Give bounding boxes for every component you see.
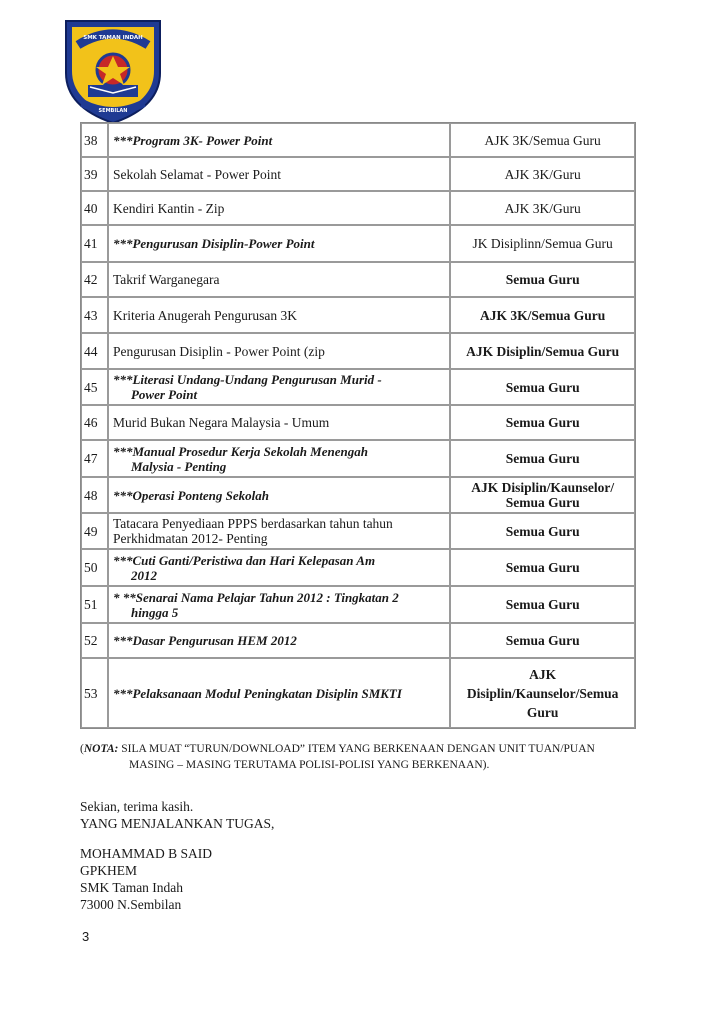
row-number: 38 bbox=[81, 123, 108, 157]
table-row bbox=[81, 369, 635, 405]
table-row bbox=[81, 549, 635, 586]
row-number: 53 bbox=[81, 658, 108, 728]
item-target: JK Disiplinn/Semua Guru bbox=[450, 225, 635, 262]
item-title[interactable]: * **Senarai Nama Pelajar Tahun 2012 : Tingkatan 2 hingga 5 bbox=[108, 586, 450, 623]
item-target: AJK 3K/Guru bbox=[450, 157, 635, 191]
item-title[interactable]: Sekolah Selamat - Power Point bbox=[108, 157, 450, 191]
note-line-2: MASING – MASING TERUTAMA POLISI-POLISI YANG BERKENAAN). bbox=[129, 759, 490, 771]
signer-name: MOHAMMAD B SAID bbox=[80, 846, 213, 861]
row-number: 46 bbox=[81, 405, 108, 440]
closing-block bbox=[80, 798, 274, 832]
item-title[interactable]: ***Cuti Ganti/Peristiwa dan Hari Kelepasan Am 2012 bbox=[108, 549, 450, 586]
item-target: AJK Disiplin/Semua Guru bbox=[450, 333, 635, 369]
item-target: AJK Disiplin/Kaunselor/Semua Guru bbox=[450, 658, 635, 728]
item-title[interactable]: ***Program 3K- Power Point bbox=[108, 123, 450, 157]
item-target: Semua Guru bbox=[450, 405, 635, 440]
row-number: 52 bbox=[81, 623, 108, 658]
download-items-table bbox=[80, 122, 636, 729]
item-title[interactable]: ***Pengurusan Disiplin-Power Point bbox=[108, 225, 450, 262]
row-number: 43 bbox=[81, 297, 108, 333]
table-row bbox=[81, 586, 635, 623]
item-target: Semua Guru bbox=[450, 440, 635, 477]
row-number: 51 bbox=[81, 586, 108, 623]
table-row bbox=[81, 477, 635, 513]
item-target: Semua Guru bbox=[450, 586, 635, 623]
row-number: 47 bbox=[81, 440, 108, 477]
row-number: 39 bbox=[81, 157, 108, 191]
svg-text:SEMBILAN: SEMBILAN bbox=[98, 108, 128, 114]
item-title[interactable]: Kriteria Anugerah Pengurusan 3K bbox=[108, 297, 450, 333]
table-row bbox=[81, 225, 635, 262]
row-number: 40 bbox=[81, 191, 108, 225]
page-number: 3 bbox=[82, 929, 90, 944]
row-number: 48 bbox=[81, 477, 108, 513]
table-row bbox=[81, 297, 635, 333]
item-title[interactable]: ***Pelaksanaan Modul Peningkatan Disiplin SMKTI bbox=[108, 658, 450, 728]
signer-school: SMK Taman Indah bbox=[80, 880, 184, 895]
table-row bbox=[81, 262, 635, 297]
item-target: Semua Guru bbox=[450, 549, 635, 586]
item-target: Semua Guru bbox=[450, 513, 635, 549]
signer-role: GPKHEM bbox=[80, 863, 138, 878]
table-row bbox=[81, 513, 635, 549]
item-target: AJK Disiplin/Kaunselor/ Semua Guru bbox=[450, 477, 635, 513]
closing-line: Sekian, terima kasih. bbox=[80, 799, 194, 814]
closing-line: YANG MENJALANKAN TUGAS, bbox=[80, 816, 275, 831]
note-paragraph: (NOTA: SILA MUAT “TURUN/DOWNLOAD” ITEM YANG BERKENAAN DENGAN UNIT TUAN/PUAN MASING – MASING TERUTAMA POLISI-POLISI YANG BERKENAAN). bbox=[80, 741, 680, 773]
item-title[interactable]: Kendiri Kantin - Zip bbox=[108, 191, 450, 225]
table-row bbox=[81, 440, 635, 477]
row-number: 49 bbox=[81, 513, 108, 549]
school-crest-logo bbox=[58, 15, 168, 127]
table-row bbox=[81, 191, 635, 225]
item-target: AJK 3K/Semua Guru bbox=[450, 297, 635, 333]
item-title[interactable]: ***Dasar Pengurusan HEM 2012 bbox=[108, 623, 450, 658]
note-line-1: SILA MUAT “TURUN/DOWNLOAD” ITEM YANG BERKENAAN DENGAN UNIT TUAN/PUAN bbox=[118, 743, 595, 755]
signer-address: 73000 N.Sembilan bbox=[80, 897, 182, 912]
item-target: AJK 3K/Semua Guru bbox=[450, 123, 635, 157]
table-row bbox=[81, 658, 635, 728]
item-title[interactable]: ***Literasi Undang-Undang Pengurusan Murid - Power Point bbox=[108, 369, 450, 405]
item-title[interactable]: ***Operasi Ponteng Sekolah bbox=[108, 477, 450, 513]
row-number: 44 bbox=[81, 333, 108, 369]
item-title[interactable]: Murid Bukan Negara Malaysia - Umum bbox=[108, 405, 450, 440]
item-title[interactable]: Takrif Warganegara bbox=[108, 262, 450, 297]
item-target: Semua Guru bbox=[450, 262, 635, 297]
item-title[interactable]: Pengurusan Disiplin - Power Point (zip bbox=[108, 333, 450, 369]
svg-text:SMK TAMAN INDAH: SMK TAMAN INDAH bbox=[83, 35, 143, 41]
note-label: NOTA: bbox=[83, 743, 119, 755]
table-row bbox=[81, 123, 635, 157]
row-number: 45 bbox=[81, 369, 108, 405]
row-number: 50 bbox=[81, 549, 108, 586]
row-number: 42 bbox=[81, 262, 108, 297]
signature-block bbox=[80, 845, 212, 913]
item-title[interactable]: Tatacara Penyediaan PPPS berdasarkan tahun tahun Perkhidmatan 2012- Penting bbox=[108, 513, 450, 549]
table-row bbox=[81, 405, 635, 440]
item-title[interactable]: ***Manual Prosedur Kerja Sekolah Menengah Malysia - Penting bbox=[108, 440, 450, 477]
item-target: Semua Guru bbox=[450, 369, 635, 405]
table-row bbox=[81, 333, 635, 369]
item-target: Semua Guru bbox=[450, 623, 635, 658]
table-row bbox=[81, 157, 635, 191]
row-number: 41 bbox=[81, 225, 108, 262]
item-target: AJK 3K/Guru bbox=[450, 191, 635, 225]
table-row bbox=[81, 623, 635, 658]
